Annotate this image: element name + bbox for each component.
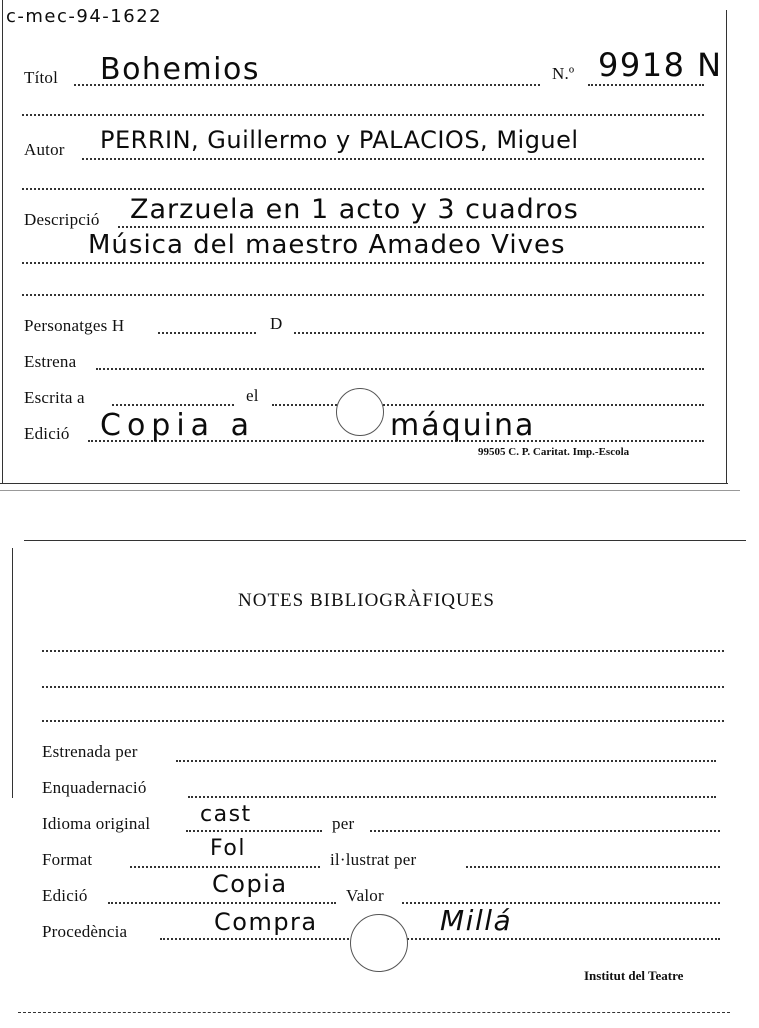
enquadernacio-line	[188, 796, 716, 798]
rule-3	[22, 294, 704, 296]
notes-rule-1	[42, 650, 724, 652]
procedencia-line	[160, 938, 720, 940]
titol-value: Bohemios	[100, 52, 260, 87]
personatges-d-line	[294, 332, 704, 334]
enquadernacio-label: Enquadernació	[42, 778, 147, 797]
descripcio-line-1	[118, 226, 704, 228]
punch-hole-bottom	[350, 914, 408, 972]
personatges-h-line	[158, 332, 256, 334]
edicio-bottom-label: Edició	[42, 886, 88, 905]
personatges-d-label: D	[270, 314, 283, 333]
format-value: Fol	[210, 836, 246, 861]
autor-value: PERRIN, Guillermo y PALACIOS, Miguel	[100, 126, 579, 154]
illustrat-line	[466, 866, 720, 868]
punch-hole-top	[336, 388, 384, 436]
notes-rule-2	[42, 686, 724, 688]
institution-stamp: Institut del Teatre	[584, 968, 684, 983]
rule-1	[22, 114, 704, 116]
top-card-right-border	[726, 10, 727, 483]
top-card-bottom-border	[0, 483, 728, 484]
rule-2	[22, 188, 704, 190]
bottom-card-top-border	[24, 540, 746, 541]
procedencia-value-part2: Millá	[440, 904, 513, 937]
titol-label: Títol	[24, 68, 59, 87]
illustrat-label: il·lustrat per	[330, 850, 417, 869]
descripcio-value-2: Música del maestro Amadeo Vives	[88, 230, 566, 260]
idioma-label: Idioma original	[42, 814, 151, 833]
edicio-value-part2: máquina	[390, 408, 536, 443]
bottom-card-left-border	[12, 548, 13, 798]
autor-label: Autor	[24, 140, 65, 159]
estrena-line	[96, 368, 704, 370]
numero-value: 9918 N	[598, 46, 723, 84]
numero-line	[588, 84, 704, 86]
printer-imprint: 99505 C. P. Caritat. Imp.-Escola	[478, 446, 630, 458]
numero-label: N.º	[552, 64, 575, 83]
notes-heading: NOTES BIBLIOGRÀFIQUES	[238, 590, 495, 611]
edicio-bottom-line	[108, 902, 336, 904]
personatges-label: Personatges H	[24, 316, 125, 335]
top-card-bottom-border-2	[0, 490, 740, 491]
descripcio-value-1: Zarzuela en 1 acto y 3 cuadros	[130, 194, 579, 225]
escrita-label: Escrita a	[24, 388, 85, 407]
bottom-card-bottom-border	[18, 1012, 730, 1013]
notes-rule-3	[42, 720, 724, 722]
format-line	[130, 866, 320, 868]
idioma-value: cast	[200, 802, 252, 827]
edicio-value-part1: Copia a	[100, 408, 255, 443]
descripcio-label: Descripció	[24, 210, 100, 229]
estrena-label: Estrena	[24, 352, 77, 371]
procedencia-value-part1: Compra	[214, 908, 318, 936]
format-label: Format	[42, 850, 93, 869]
idioma-line	[186, 830, 322, 832]
estrenada-label: Estrenada per	[42, 742, 138, 761]
autor-line	[82, 158, 704, 160]
edicio-label: Edició	[24, 424, 70, 443]
top-card-left-border	[2, 0, 3, 483]
idioma-per-line	[370, 830, 720, 832]
edicio-bottom-value: Copia	[212, 870, 288, 898]
idioma-per-label: per	[332, 814, 355, 833]
escrita-el-label: el	[246, 386, 259, 405]
escrita-line	[112, 404, 234, 406]
estrenada-line	[176, 760, 716, 762]
descripcio-line-2	[22, 262, 704, 264]
catalog-reference: c-mec-94-1622	[6, 6, 163, 27]
procedencia-label: Procedència	[42, 922, 128, 941]
valor-label: Valor	[346, 886, 384, 905]
